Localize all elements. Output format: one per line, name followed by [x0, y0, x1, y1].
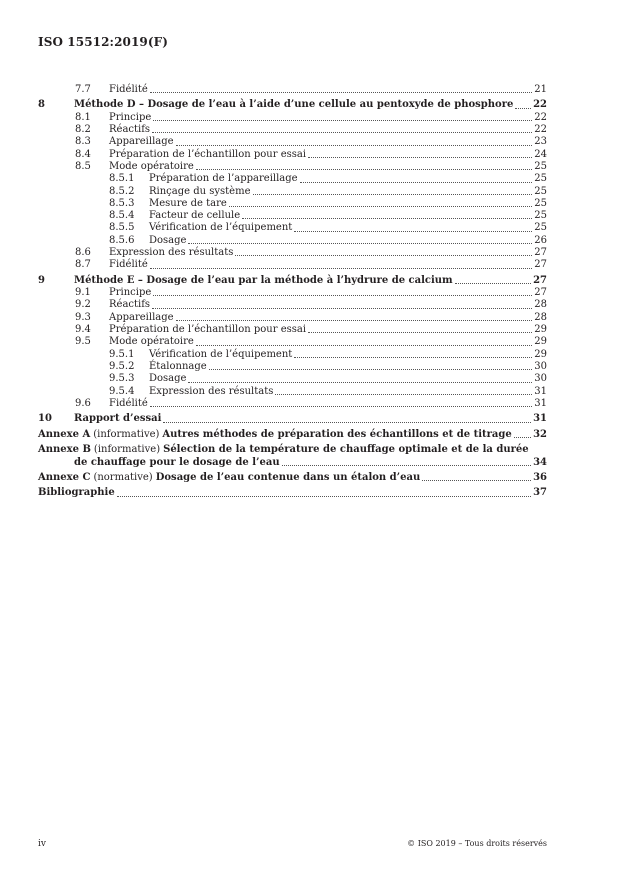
toc-dot-leader — [196, 169, 532, 170]
toc-entry-title: Fidélité — [109, 259, 148, 271]
toc-entry-number: 8.5.1 — [109, 173, 135, 185]
toc-entry-page: 24 — [534, 148, 547, 160]
toc-entry[interactable] — [38, 124, 547, 136]
toc-entry[interactable] — [38, 398, 547, 410]
toc-entry-number: 9 — [38, 274, 45, 286]
toc-entry-title: Rapport d’essai — [74, 413, 162, 425]
toc-entry-page: 22 — [534, 111, 547, 123]
toc-entry-title: Principe — [109, 111, 152, 123]
annex-entry[interactable] — [38, 471, 547, 485]
toc-entry-page: 21 — [534, 84, 547, 95]
toc-entry[interactable] — [38, 336, 547, 348]
toc-dot-leader — [163, 422, 531, 423]
toc-dot-leader — [300, 182, 533, 183]
toc-entry-number: 9.6 — [75, 397, 91, 409]
toc-dot-leader — [188, 243, 532, 244]
toc-dot-leader — [294, 357, 532, 358]
toc-entry-page: 25 — [534, 185, 547, 197]
toc-entry[interactable] — [38, 84, 547, 96]
toc-entry-page: 29 — [534, 348, 547, 360]
toc-entry[interactable] — [38, 386, 547, 398]
toc-dot-leader — [176, 320, 533, 321]
toc-entry-number: 8.5.4 — [109, 210, 135, 222]
toc-entry-page: 25 — [534, 173, 547, 185]
toc-entry-body — [38, 149, 547, 161]
toc-entry-number: 9.4 — [75, 324, 91, 336]
toc-entry-title: Méthode E – Dosage de l’eau par la méthode à l’hydrure de calcium — [74, 274, 453, 286]
toc-dot-leader — [196, 345, 532, 346]
toc-dot-leader — [150, 268, 532, 269]
annex-entry-continued[interactable] — [38, 457, 547, 469]
toc-entry-page: 27 — [534, 259, 547, 271]
toc-dot-leader — [188, 382, 532, 383]
toc-entry-number: 8.4 — [75, 148, 91, 160]
annex-title: Dosage de l’eau contenue dans un étalon d’eau — [155, 471, 421, 483]
toc-entry-body — [38, 486, 547, 500]
toc-entry-page: 27 — [534, 247, 547, 259]
toc-dot-leader — [153, 120, 532, 121]
toc-entry-body — [38, 84, 547, 96]
toc-entry-number: 8.7 — [75, 259, 91, 271]
toc-entry-title: Préparation de l’appareillage — [149, 173, 298, 185]
toc-entry-number: 8.5.2 — [109, 185, 135, 197]
toc-entry[interactable] — [38, 149, 547, 161]
toc-entry[interactable] — [38, 299, 547, 311]
toc-entry-title: Appareillage — [109, 311, 174, 323]
toc-entry-page: 32 — [533, 428, 547, 440]
toc-entry-page: 22 — [533, 99, 547, 111]
toc-dot-leader — [153, 295, 532, 296]
toc-dot-leader — [422, 480, 531, 481]
toc-entry-page: 29 — [534, 336, 547, 348]
toc-entry-page: 29 — [534, 324, 547, 336]
toc-dot-leader — [515, 108, 531, 109]
toc-entry-page: 28 — [534, 311, 547, 323]
toc-entry[interactable] — [38, 210, 547, 222]
annex-type: (normative) — [93, 471, 153, 483]
annex-label: Annexe A — [38, 428, 91, 440]
toc-entry-number: 8.5.3 — [109, 197, 135, 209]
toc-entry-page: 25 — [534, 160, 547, 172]
toc-entry-title: Principe — [109, 287, 152, 299]
toc-dot-leader — [209, 369, 533, 370]
toc-entry-number: 9.5 — [75, 336, 91, 348]
toc-dot-leader — [253, 194, 533, 195]
toc-entry[interactable] — [38, 412, 547, 426]
annex-title-line2: de chauffage pour le dosage de l’eau — [74, 456, 280, 468]
bibliography-entry[interactable] — [38, 486, 547, 500]
toc-entry-body — [38, 398, 547, 410]
toc-entry-title: Appareillage — [109, 136, 174, 148]
toc-entry-page: 23 — [534, 136, 547, 148]
toc-entry-title: Fidélité — [109, 84, 148, 95]
toc-entry-title: Mode opératoire — [109, 160, 194, 172]
toc-entry[interactable] — [38, 247, 547, 259]
toc-entry[interactable] — [38, 287, 547, 299]
toc-entry[interactable] — [38, 186, 547, 198]
toc-entry[interactable] — [38, 161, 547, 173]
toc-dot-leader — [294, 231, 532, 232]
toc-entry-number: 10 — [38, 413, 52, 425]
toc-entry-body — [38, 287, 547, 299]
toc-entry-title: Facteur de cellule — [149, 210, 241, 222]
toc-entry-page: 30 — [534, 373, 547, 385]
toc-entry-page: 31 — [534, 385, 547, 397]
toc-entry-body — [38, 136, 547, 148]
annex-label: Bibliographie — [38, 487, 115, 499]
page-number: iv — [38, 839, 46, 849]
toc-entry-page: 30 — [534, 360, 547, 372]
toc-entry-page: 26 — [534, 234, 547, 246]
toc-entry-number: 8.6 — [75, 247, 91, 259]
toc-entry-body — [38, 112, 547, 124]
toc-dot-leader — [242, 218, 532, 219]
toc-entry[interactable] — [38, 259, 547, 271]
toc-entry-page: 25 — [534, 197, 547, 209]
toc-entry-body — [38, 412, 547, 426]
toc-dot-leader — [229, 206, 532, 207]
annex-label: Annexe B — [38, 444, 91, 456]
toc-entry-page: 36 — [533, 471, 547, 483]
toc-entry-number: 8 — [38, 99, 45, 111]
toc-entry-number: 8.5.5 — [109, 222, 135, 234]
toc-entry-number: 9.5.1 — [109, 348, 135, 360]
toc-dot-leader — [275, 394, 532, 395]
toc-entry-number: 8.2 — [75, 124, 91, 136]
toc-dot-leader — [152, 308, 532, 309]
toc-entry-body — [38, 299, 547, 311]
toc-entry-body — [38, 443, 547, 457]
toc-entry-number: 8.5 — [75, 160, 91, 172]
toc-entry-number: 8.3 — [75, 136, 91, 148]
toc-entry[interactable] — [38, 349, 547, 361]
document-header: ISO 15512:2019(F) — [38, 35, 169, 49]
annex-title: Sélection de la température de chauffage optimale et de la durée — [163, 444, 529, 456]
toc-entry[interactable] — [38, 324, 547, 336]
toc-entry-page: 31 — [533, 413, 547, 425]
toc-entry-title: Vérification de l’équipement — [149, 222, 293, 234]
annex-entry[interactable] — [38, 428, 547, 442]
toc-dot-leader — [282, 465, 531, 466]
toc-entry-title: Réactifs — [109, 299, 151, 311]
toc-entry-body — [38, 324, 547, 336]
toc-entry-body — [38, 457, 547, 469]
toc-entry-number: 9.1 — [75, 287, 91, 299]
toc-entry[interactable] — [38, 222, 547, 234]
toc-entry-body — [38, 124, 547, 136]
toc-entry-body — [38, 428, 547, 442]
toc-entry-title: Mesure de tare — [149, 197, 227, 209]
toc-entry-title: Expression des résultats — [109, 247, 234, 259]
toc-entry-number: 9.5.2 — [109, 360, 135, 372]
toc-entry-number: 8.1 — [75, 111, 91, 123]
toc-entry-title: Préparation de l’échantillon pour essai — [109, 148, 307, 160]
toc-entry-body — [38, 98, 547, 112]
toc-entry[interactable] — [38, 136, 547, 148]
toc-entry[interactable] — [38, 112, 547, 124]
toc-entry-title: Rinçage du système — [149, 185, 251, 197]
toc-entry-page: 25 — [534, 222, 547, 234]
toc-entry[interactable] — [38, 274, 547, 288]
toc-dot-leader — [455, 283, 531, 284]
toc-entry-title: Fidélité — [109, 397, 148, 409]
toc-entry-body — [38, 161, 547, 173]
annex-type: (informative) — [93, 444, 161, 456]
toc-dot-leader — [176, 145, 533, 146]
toc-entry[interactable] — [38, 98, 547, 112]
toc-entry[interactable] — [38, 312, 547, 324]
toc-dot-leader — [235, 255, 532, 256]
toc-entry-number: 7.7 — [75, 84, 91, 95]
annex-title: Autres méthodes de préparation des échantillons et de titrage — [162, 428, 512, 440]
toc-entry-body — [38, 247, 547, 259]
toc-entry-title: Dosage — [149, 234, 187, 246]
annex-label: Annexe C — [38, 471, 91, 483]
toc-entry-page: 27 — [533, 274, 547, 286]
toc-dot-leader — [117, 496, 531, 497]
toc-entry-page: 28 — [534, 299, 547, 311]
toc-entry-title: Réactifs — [109, 124, 151, 136]
toc-entry-page: 37 — [533, 487, 547, 499]
toc-entry-number: 9.2 — [75, 299, 91, 311]
toc-entry-page: 31 — [534, 397, 547, 409]
toc-entry[interactable] — [38, 373, 547, 385]
toc-dot-leader — [514, 437, 531, 438]
toc-entry-number: 9.5.3 — [109, 373, 135, 385]
toc-entry[interactable] — [38, 198, 547, 210]
table-of-contents — [38, 84, 547, 500]
toc-entry[interactable] — [38, 361, 547, 373]
toc-entry-title: Dosage — [149, 373, 187, 385]
toc-dot-leader — [308, 332, 532, 333]
toc-entry-number: 9.3 — [75, 311, 91, 323]
toc-dot-leader — [150, 92, 532, 93]
toc-dot-leader — [150, 406, 532, 407]
annex-type: (informative) — [93, 428, 160, 440]
toc-entry-number: 9.5.4 — [109, 385, 135, 397]
toc-entry-page: 25 — [534, 210, 547, 222]
copyright-notice: © ISO 2019 – Tous droits réservés — [407, 839, 547, 848]
toc-entry-title: Mode opératoire — [109, 336, 194, 348]
toc-entry-title: Préparation de l’échantillon pour essai — [109, 324, 307, 336]
toc-entry-body — [38, 274, 547, 288]
toc-entry-page: 22 — [534, 124, 547, 136]
toc-entry-title: Méthode D – Dosage de l’eau à l’aide d’une cellule au pentoxyde de phosphore — [74, 99, 514, 111]
toc-dot-leader — [152, 132, 532, 133]
toc-dot-leader — [308, 157, 532, 158]
toc-entry-body — [38, 312, 547, 324]
toc-entry-title: Étalonnage — [149, 360, 207, 372]
toc-entry-title: Expression des résultats — [149, 385, 274, 397]
toc-entry-page: 34 — [533, 456, 547, 468]
toc-entry-number: 8.5.6 — [109, 234, 135, 246]
toc-entry-body — [38, 336, 547, 348]
toc-entry[interactable] — [38, 173, 547, 185]
toc-entry-body — [38, 259, 547, 271]
toc-entry-body — [38, 471, 547, 485]
toc-entry[interactable] — [38, 235, 547, 247]
toc-entry-page: 27 — [534, 287, 547, 299]
annex-entry[interactable] — [38, 443, 547, 457]
toc-entry-title: Vérification de l’équipement — [149, 348, 293, 360]
